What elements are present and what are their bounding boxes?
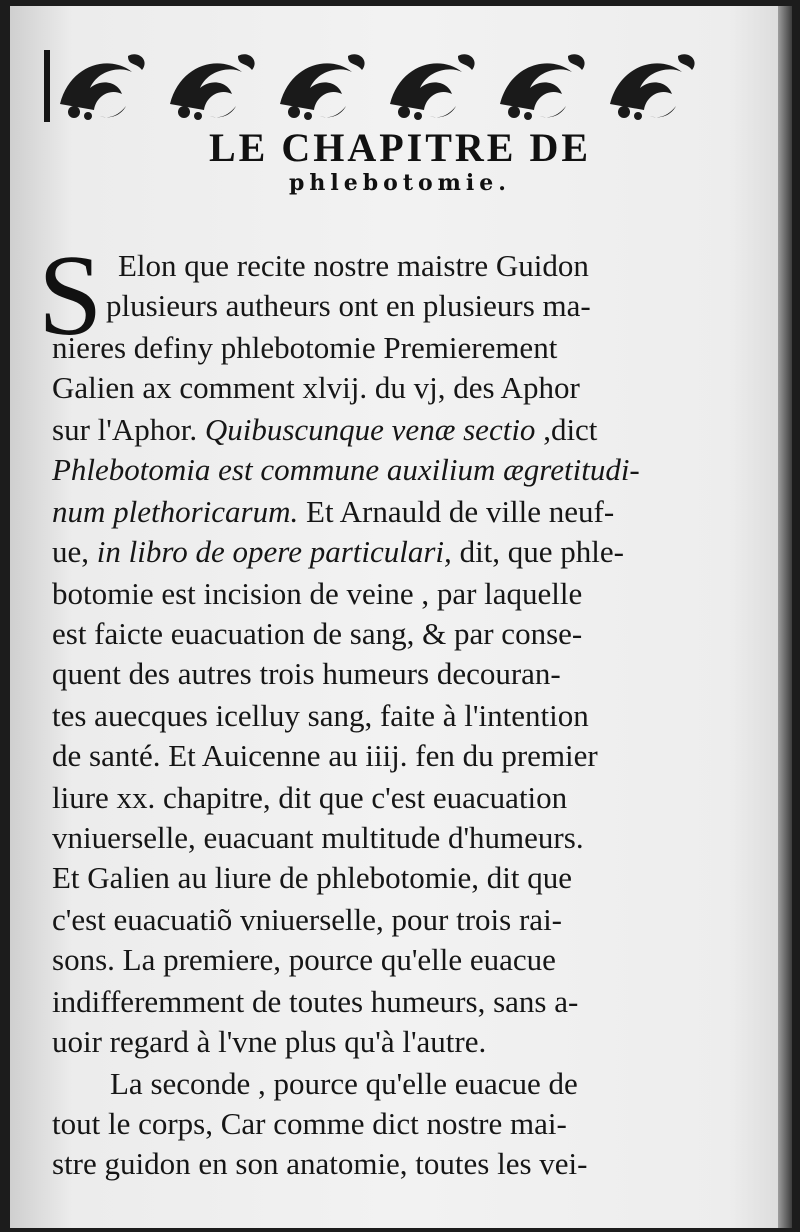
text-run: stre guidon en son anatomie, toutes les vei- xyxy=(52,1146,588,1181)
text-line xyxy=(52,698,589,734)
text-line xyxy=(52,330,557,366)
text-run: quent des autres trois humeurs decouran- xyxy=(52,656,561,691)
text-run: est faicte euacuation de sang, & par conse- xyxy=(52,616,583,651)
text-run: sons. La premiere, pource qu'elle euacue xyxy=(52,942,556,977)
text-run: c'est euacuatiõ vniuerselle, pour trois rai- xyxy=(52,902,563,937)
text-line xyxy=(52,942,556,978)
text-line xyxy=(118,248,589,284)
text-run: sur l'Aphor. xyxy=(52,412,205,447)
text-run: La seconde , pource qu'elle euacue de xyxy=(110,1066,578,1101)
text-line xyxy=(52,370,580,406)
text-line xyxy=(52,1106,567,1142)
text-run: Et Galien au liure de phlebotomie, dit que xyxy=(52,860,572,895)
text-run: dit, que phle- xyxy=(451,534,624,569)
text-run: tes auecques icelluy sang, faite à l'intention xyxy=(52,698,589,733)
text-run: Elon que recite nostre maistre Guidon xyxy=(118,248,589,283)
text-line xyxy=(110,1066,578,1102)
text-run: vniuerselle, euacuant multitude d'humeurs. xyxy=(52,820,584,855)
text-line xyxy=(52,780,567,816)
text-line xyxy=(106,288,591,324)
text-line xyxy=(52,412,597,448)
text-run: tout le corps, Car comme dict nostre mai- xyxy=(52,1106,567,1141)
text-line xyxy=(52,616,582,652)
chapter-subtitle: phlebotomie. xyxy=(289,170,511,196)
text-line xyxy=(52,494,614,530)
text-line xyxy=(52,820,584,856)
text-run: uoir regard à l'vne plus qu'à l'autre. xyxy=(52,1024,487,1059)
latin-italic-phrase: Phlebotomia est commune auxilium ægretitudi- xyxy=(52,452,640,487)
floral-headpiece-ornament xyxy=(40,44,730,126)
text-line xyxy=(52,576,582,612)
text-run: ,dict xyxy=(535,412,598,447)
text-line xyxy=(52,860,572,896)
text-line xyxy=(52,452,640,488)
text-run: plusieurs autheurs ont en plusieurs ma- xyxy=(106,288,591,323)
text-run: ue, xyxy=(52,534,97,569)
latin-italic-phrase: in libro de opere particulari, xyxy=(96,534,452,569)
text-line xyxy=(52,902,562,938)
chapter-title-text: LE CHAPITRE DE xyxy=(208,125,592,170)
text-line xyxy=(52,1146,588,1182)
text-run: indifferemment de toutes humeurs, sans a- xyxy=(52,984,579,1019)
text-run: Galien ax comment xlvij. du vj, des Aphor xyxy=(52,370,580,405)
text-line xyxy=(52,534,624,570)
text-line xyxy=(52,656,561,692)
drop-cap-letter: S xyxy=(38,232,103,360)
text-run: Et Arnauld de ville neuf- xyxy=(298,494,615,529)
text-line xyxy=(52,738,598,774)
latin-italic-phrase: num plethoricarum. xyxy=(52,494,299,529)
text-line xyxy=(52,984,578,1020)
text-line xyxy=(52,1024,486,1060)
text-run: liure xx. chapitre, dit que c'est euacuation xyxy=(52,780,568,815)
latin-italic-phrase: Quibuscunque venæ sectio xyxy=(204,412,536,447)
text-run: de santé. Et Auicenne au iiij. fen du premier xyxy=(52,738,598,773)
text-run: nieres definy phlebotomie Premierement xyxy=(52,330,558,365)
text-run: botomie est incision de veine , par laquelle xyxy=(52,576,583,611)
